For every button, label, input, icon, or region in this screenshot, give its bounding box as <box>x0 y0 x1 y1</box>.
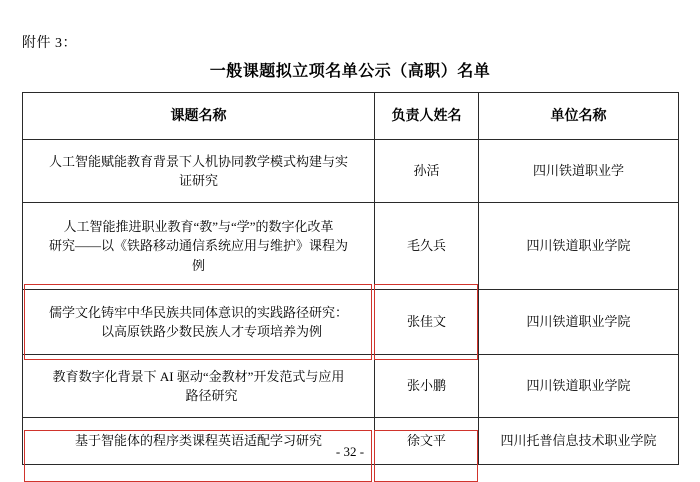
title-line: 研究——以《铁路移动通信系统应用与维护》课程为 <box>48 238 348 254</box>
title-line: 人工智能推进职业教育“教”与“学”的数字化改革 <box>63 218 334 234</box>
title-line: 以高原铁路少数民族人才专项培养为例 <box>100 324 322 339</box>
table-row <box>23 355 679 418</box>
table-row <box>23 140 679 203</box>
title-line: 人工智能赋能教育背景下人机协同教学模式构建与实 <box>48 153 348 169</box>
title-line: 教育数字化背景下 AI 驱动“金教材”开发范式与应用 <box>52 368 345 384</box>
cell-leader-name: 徐文平 <box>375 418 479 465</box>
attachment-label: 附件 3： <box>22 36 77 51</box>
cell-unit-name: 四川铁道职业学院 <box>479 355 679 418</box>
cell-unit-name: 四川铁道职业学 <box>479 140 679 203</box>
table-header-row <box>23 93 679 140</box>
table-row <box>23 203 679 290</box>
cell-project-title <box>23 203 375 290</box>
title-line: 儒学文化铸牢中华民族共同体意识的实践路径研究： <box>48 304 348 320</box>
cell-project-title <box>23 140 375 203</box>
page-number: - 32 - <box>335 444 365 459</box>
cell-leader-name: 毛久兵 <box>375 203 479 290</box>
cell-leader-name: 张佳文 <box>375 290 479 355</box>
column-header-title: 课题名称 <box>23 93 375 140</box>
cell-project-title: 基于智能体的程序类课程英语适配学习研究 <box>23 418 375 465</box>
approved-projects-table <box>22 92 678 465</box>
title-line: 例 <box>191 257 205 273</box>
page-title: 一般课题拟立项名单公示（高职）名单 <box>209 63 491 80</box>
title-line: 路径研究 <box>185 388 238 403</box>
cell-unit-name: 四川托普信息技术职业学院 <box>479 418 679 465</box>
cell-project-title <box>23 290 375 355</box>
table-row <box>23 290 679 355</box>
cell-leader-name: 孙活 <box>375 140 479 203</box>
cell-leader-name: 张小鹏 <box>375 355 479 418</box>
title-line: 证研究 <box>178 173 218 188</box>
column-header-unit: 单位名称 <box>479 93 679 140</box>
column-header-leader: 负责人姓名 <box>375 93 479 140</box>
cell-unit-name: 四川铁道职业学院 <box>479 290 679 355</box>
cell-unit-name: 四川铁道职业学院 <box>479 203 679 290</box>
cell-project-title <box>23 355 375 418</box>
